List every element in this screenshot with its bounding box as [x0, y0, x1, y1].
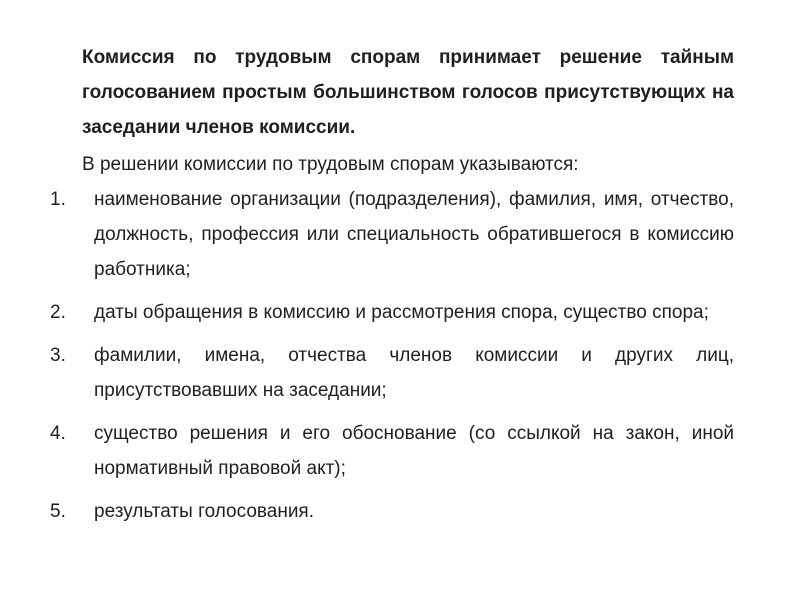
- list-item-text: наименование организации (подразделения), фамилия, имя, отчество, должность, профессия или специальность обратившегося в комиссию работника;: [94, 189, 734, 280]
- list-item: [50, 494, 734, 529]
- list-item-number: 1.: [50, 189, 66, 210]
- list-item-text: результаты голосования.: [94, 501, 315, 522]
- list-item: [50, 182, 734, 287]
- intro-paragraph: Комиссия по трудовым спорам принимает решение тайным голосованием простым большинством голосов присутствующих на заседании членов комиссии.: [82, 47, 734, 138]
- lead-paragraph: В решении комиссии по трудовым спорам указываются:: [82, 154, 579, 175]
- list-item-number: 3.: [50, 345, 66, 366]
- list-item: [50, 338, 734, 408]
- list-item-number: 2.: [50, 302, 66, 323]
- list-item: [50, 416, 734, 486]
- list-item-number: 4.: [50, 423, 66, 444]
- list-item-text: даты обращения в комиссию и рассмотрения спора, существо спора;: [94, 302, 709, 323]
- list-item-number: 5.: [50, 501, 66, 522]
- list-item: [50, 295, 734, 330]
- requirements-list: [50, 182, 734, 529]
- list-item-text: существо решения и его обоснование (со ссылкой на закон, иной нормативный правовой акт);: [94, 423, 734, 479]
- list-item-text: фамилии, имена, отчества членов комиссии и других лиц, присутствовавших на заседании;: [94, 345, 734, 401]
